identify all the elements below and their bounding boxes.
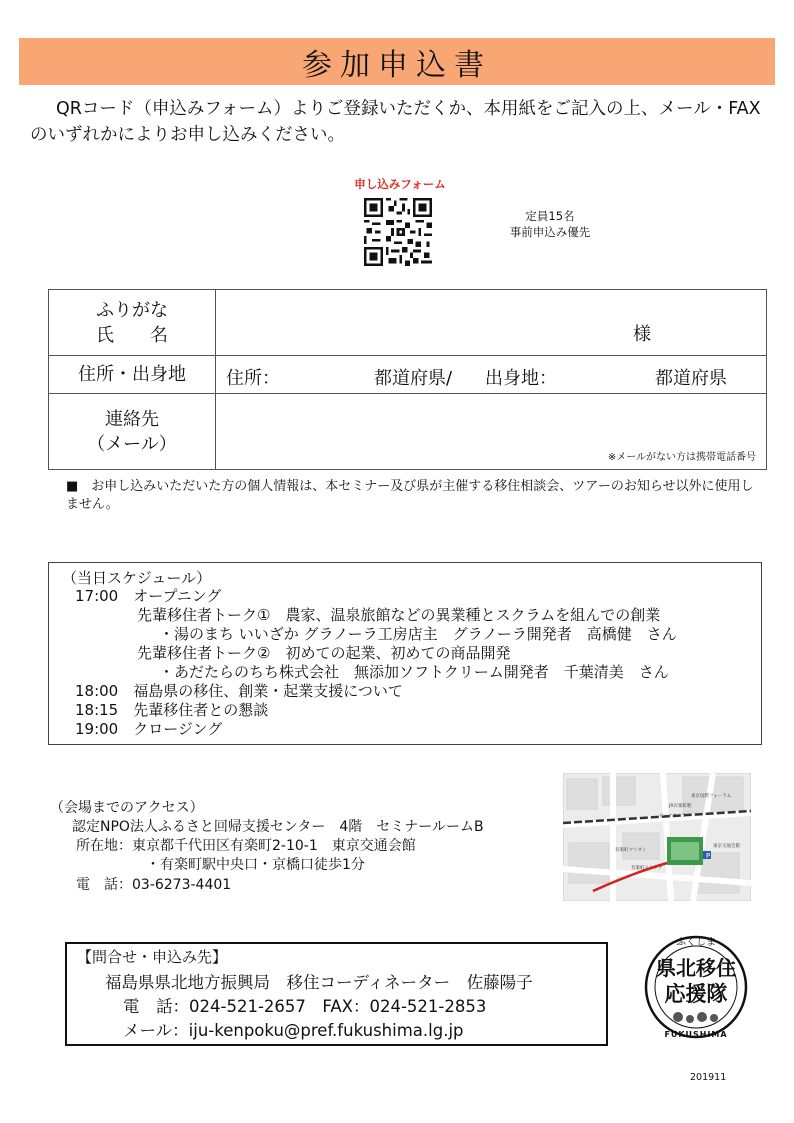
map-label-itocia: 有楽町イトシア xyxy=(631,866,663,871)
name-label-cell xyxy=(49,290,216,356)
seal-line1: 県北移住 xyxy=(656,956,736,980)
contact-input-cell[interactable] xyxy=(216,394,767,470)
schedule-line: 17:00 オープニング xyxy=(75,587,222,605)
title-banner xyxy=(19,38,775,85)
address-label: 住所・出身地 xyxy=(49,356,216,394)
name-label: 氏 名 xyxy=(96,324,168,346)
application-form-table xyxy=(48,289,767,470)
inquiry-box xyxy=(65,942,608,1046)
map-label-station: JR有楽町駅 xyxy=(669,804,692,809)
schedule-line: ・湯のまち いいざか グラノーラ工房店主 グラノーラ開発者 高橋健 さん xyxy=(159,625,677,643)
station-access: ・有楽町駅中央口・京橋口徒歩1分 xyxy=(146,857,365,873)
schedule-line: 先輩移住者トーク① 農家、温泉旅館などの異業種とスクラムを組んでの創業 xyxy=(137,606,661,624)
inquiry-mail: メール：iju-kenpoku@pref.fukushima.lg.jp xyxy=(123,1021,464,1040)
schedule-line: 18:00 福島県の移住、創業・起業支援について xyxy=(75,682,403,700)
address-pref-suffix: 都道府県/ xyxy=(374,368,453,389)
contact-label-cell xyxy=(49,394,216,470)
schedule-line: ・あだたらのちち株式会社 無添加ソフトクリーム開発者 千葉清美 さん xyxy=(159,663,669,681)
map-label-bic: ビックカメラ xyxy=(659,814,686,819)
furigana-label: ふりがな xyxy=(96,299,168,321)
honorific-text: 様 xyxy=(633,324,651,345)
address-input-cell[interactable] xyxy=(216,356,767,394)
schedule-line: 19:00 クロージング xyxy=(75,720,223,738)
venue-map[interactable] xyxy=(563,773,751,901)
qr-form-label: 申し込みフォーム xyxy=(354,177,446,191)
capacity-text: 定員15名 xyxy=(525,209,575,223)
map-label-forum: 東京国際フォーラム xyxy=(691,794,732,799)
birthplace-prefix: 出身地： xyxy=(485,368,557,389)
map-label-kotsukaikan: 東京交通会館 xyxy=(713,844,740,849)
venue-name: 認定NPO法人ふるさと回帰支援センター 4階 セミナールームB xyxy=(72,819,484,835)
contact-row xyxy=(49,394,767,470)
schedule-heading: （当日スケジュール） xyxy=(62,569,212,587)
contact-label: 連絡先 xyxy=(105,408,159,430)
schedule-line: 18:15 先輩移住者との懇談 xyxy=(75,701,269,719)
schedule-line: 先輩移住者トーク② 初めての起業、初めての商品開発 xyxy=(137,644,511,662)
venue-phone: 電 話：03-6273-4401 xyxy=(76,877,232,893)
seal-top-text: ふくしま xyxy=(676,937,716,948)
address-prefix: 住所： xyxy=(226,368,280,389)
schedule-box xyxy=(48,562,762,745)
map-label-marion: 有楽町マリオン xyxy=(615,848,647,853)
venue-address: 所在地：東京都千代田区有楽町2-10-1 東京交通会館 xyxy=(76,838,416,854)
svg-text:P: P xyxy=(706,852,711,860)
privacy-note: ■ お申し込みいただいた方の個人情報は、本セミナー及び県が主催する移住相談会、ツアーのお知らせ以外に使用しません。 xyxy=(66,479,754,512)
contact-mail-label: （メール） xyxy=(87,433,177,455)
intro-text: QRコード（申込みフォーム）よりご登録いただくか、本用紙をご記入の上、メール・FAXのいずれかによりお申し込みください。 xyxy=(30,99,761,145)
priority-text: 事前申込み優先 xyxy=(509,225,591,239)
inquiry-tel-fax: 電 話：024-521-2657 FAX：024-521-2853 xyxy=(123,997,487,1016)
page-title: 参加申込書 xyxy=(302,47,492,83)
address-row xyxy=(49,356,767,394)
document-code: 201911 xyxy=(690,1072,727,1083)
seal-bottom-text: FUKUSHIMA xyxy=(664,1030,728,1039)
name-input-cell[interactable] xyxy=(216,290,767,356)
name-row xyxy=(49,290,767,356)
seal-line2: 応援隊 xyxy=(664,982,728,1006)
capacity-info xyxy=(490,208,610,240)
access-heading: （会場までのアクセス） xyxy=(50,800,204,816)
contact-note: ※メールがない方は携帯電話番号 xyxy=(607,452,756,463)
fukushima-support-seal xyxy=(640,925,752,1049)
qr-code[interactable] xyxy=(364,198,432,266)
inquiry-heading: 【問合せ・申込み先】 xyxy=(77,948,228,966)
inquiry-org: 福島県県北地方振興局 移住コーディネーター 佐藤陽子 xyxy=(105,973,533,992)
birthplace-pref-suffix: 都道府県 xyxy=(655,368,727,389)
